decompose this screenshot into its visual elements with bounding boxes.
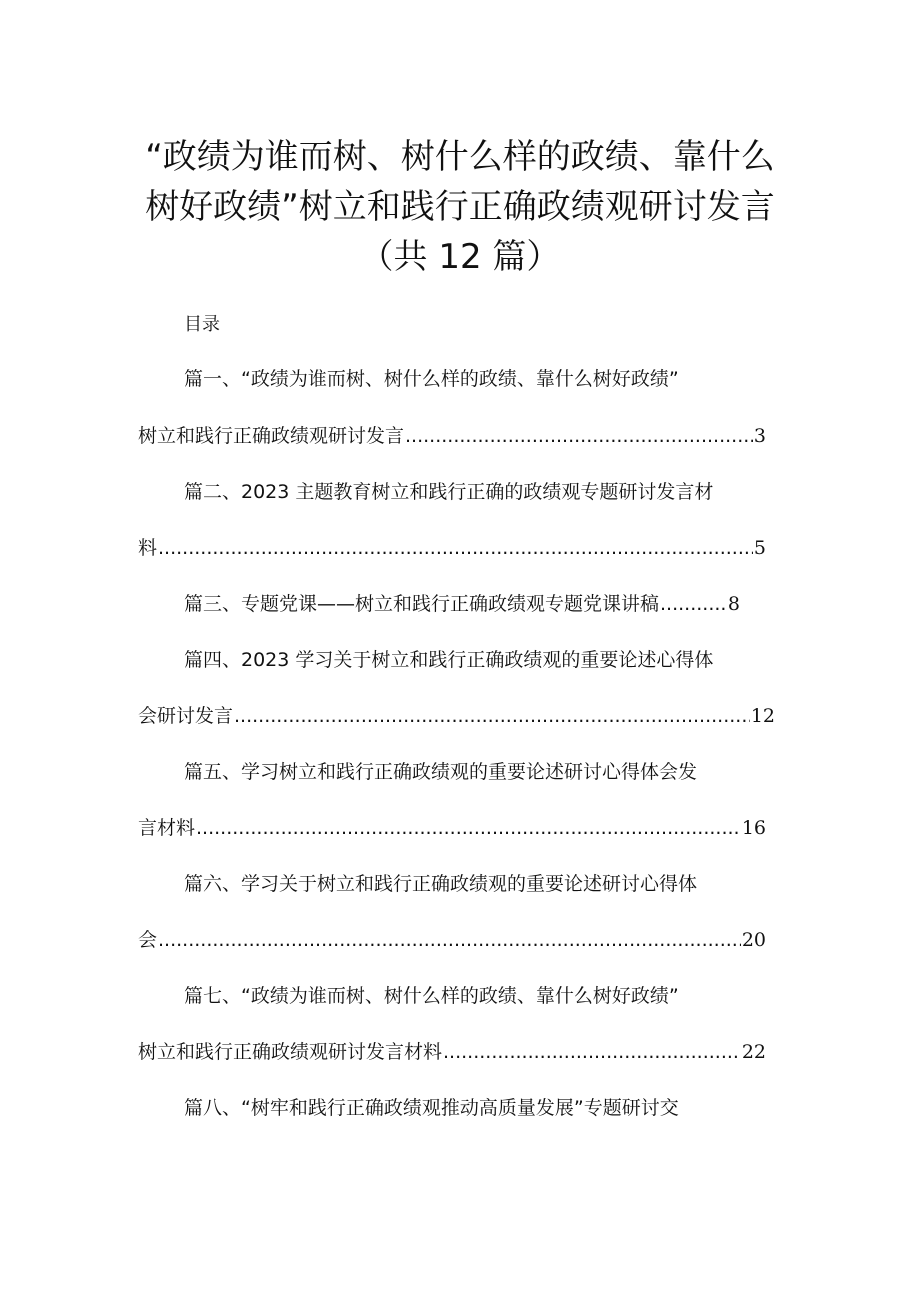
toc-entry-3-title: 篇三、专题党课——树立和践行正确政绩观专题党课讲稿 [184, 593, 660, 615]
toc-entry-5-title[interactable]: 篇五、学习树立和践行正确政绩观的重要论述研讨心得体会发 [184, 761, 698, 783]
toc-entry-4-continuation[interactable] [138, 702, 775, 730]
toc-entry-1-title[interactable]: 篇一、“政绩为谁而树、树什么样的政绩、靠什么树好政绩” [184, 368, 679, 390]
toc-entry-2-page: 5 [753, 537, 766, 559]
toc-entry-4-title[interactable]: 篇四、2023 学习关于树立和践行正确政绩观的重要论述心得体 [184, 649, 714, 671]
toc-heading: 目录 [184, 314, 220, 335]
toc-entry-2-title[interactable]: 篇二、2023 主题教育树立和践行正确的政绩观专题研讨发言材 [184, 481, 714, 503]
toc-entry-2-title-cont: 料 [138, 537, 158, 559]
toc-entry-1-page: 3 [753, 425, 766, 447]
toc-entry-4-page: 12 [750, 705, 775, 727]
toc-entry-3-page: 8 [727, 593, 740, 615]
toc-entry-2-continuation[interactable] [138, 534, 766, 562]
toc-entry-3[interactable] [184, 590, 740, 618]
toc-entry-6-page: 20 [741, 929, 766, 951]
dot-leader [405, 422, 753, 450]
toc-entry-4-title-cont: 会研讨发言 [138, 705, 234, 727]
toc-entry-7-continuation[interactable] [138, 1038, 766, 1066]
toc-entry-5-page: 16 [741, 817, 766, 839]
title-line-3: （共 12 篇） [359, 237, 561, 277]
toc-entry-6-title-cont: 会 [138, 929, 158, 951]
toc-entry-7-title[interactable]: 篇七、“政绩为谁而树、树什么样的政绩、靠什么树好政绩” [184, 985, 679, 1007]
toc-entry-5-title-cont: 言材料 [138, 817, 196, 839]
toc-entry-6-title[interactable]: 篇六、学习关于树立和践行正确政绩观的重要论述研讨心得体 [184, 873, 698, 895]
dot-leader [158, 534, 753, 562]
dot-leader [234, 702, 750, 730]
toc-entry-7-title-cont: 树立和践行正确政绩观研讨发言材料 [138, 1041, 443, 1063]
toc-entry-1-title-cont: 树立和践行正确政绩观研讨发言 [138, 425, 405, 447]
document-title [0, 132, 920, 282]
dot-leader [443, 1038, 741, 1066]
title-line-2: 树好政绩”树立和践行正确政绩观研讨发言 [145, 187, 775, 227]
toc-entry-1-continuation[interactable] [138, 422, 766, 450]
toc-entry-7-page: 22 [741, 1041, 766, 1063]
dot-leader [660, 590, 727, 618]
toc-entry-8-title[interactable]: 篇八、“树牢和践行正确政绩观推动高质量发展”专题研讨交 [184, 1097, 679, 1119]
toc-entry-5-continuation[interactable] [138, 814, 766, 842]
dot-leader [196, 814, 741, 842]
dot-leader [158, 926, 741, 954]
title-line-1: “政绩为谁而树、树什么样的政绩、靠什么 [145, 137, 775, 177]
toc-entry-6-continuation[interactable] [138, 926, 766, 954]
